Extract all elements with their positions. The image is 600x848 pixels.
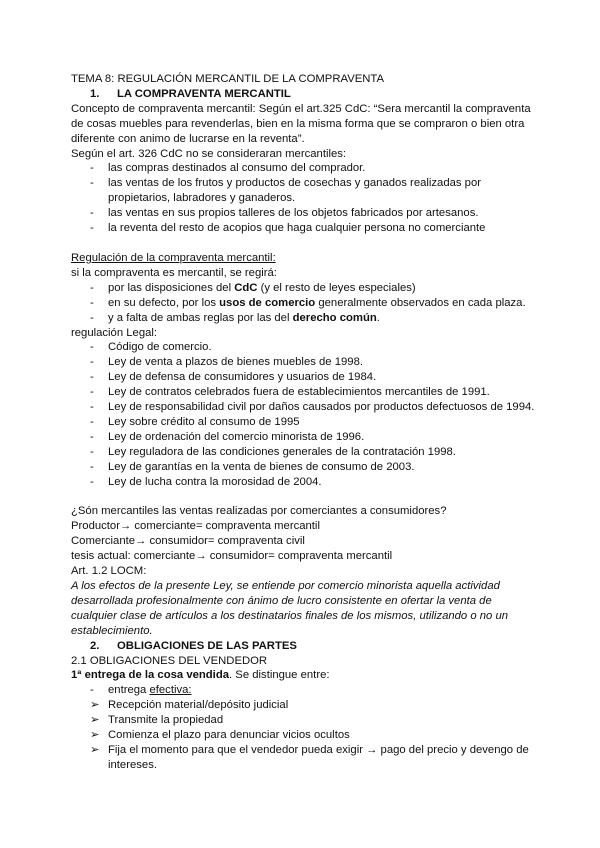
arrow-bullet-icon: ➢ bbox=[90, 699, 100, 712]
regulacion-intro: si la compraventa es mercantil, se regirá: bbox=[71, 266, 277, 279]
list-item: - en su defecto, por los usos de comercio generalmente observados en cada plaza. bbox=[90, 296, 526, 309]
dash-marker: - bbox=[90, 356, 94, 369]
locm-reference: Art. 1.2 LOCM: bbox=[71, 565, 147, 578]
dash-marker: - bbox=[90, 222, 94, 235]
dash-marker: - bbox=[90, 311, 94, 324]
legal-list bbox=[71, 340, 541, 489]
dash-marker: - bbox=[90, 460, 94, 473]
entrega-list bbox=[71, 683, 541, 698]
dash-marker: - bbox=[90, 296, 94, 309]
dash-marker: - bbox=[90, 475, 94, 488]
non-mercantile-list bbox=[71, 161, 541, 236]
subsection-heading: 2.1 OBLIGACIONES DEL VENDEDOR bbox=[71, 654, 268, 667]
regulacion-list bbox=[71, 281, 541, 326]
list-item: - Ley de responsabilidad civil por daños causados por productos defectuosos de 1994. bbox=[90, 401, 535, 414]
dash-marker: - bbox=[90, 415, 94, 428]
list-item: - Ley de contratos celebrados fuera de establecimientos mercantiles de 1991. bbox=[90, 386, 490, 399]
list-item: - Ley de lucha contra la morosidad de 2004. bbox=[90, 475, 322, 488]
arrow-bullet-icon: ➢ bbox=[90, 714, 100, 727]
dash-marker: - bbox=[90, 281, 94, 294]
dash-marker: - bbox=[90, 162, 94, 175]
dash-marker: - bbox=[90, 430, 94, 443]
document-body bbox=[71, 72, 541, 773]
arrow-bullet-icon: ➢ bbox=[90, 729, 100, 742]
locm-quote-line-1: A los efectos de la presente Ley, se entiende por comercio minorista aquella actividad bbox=[71, 580, 500, 592]
list-item: - las ventas de los frutos y productos de cosechas y ganados realizadas por bbox=[90, 177, 482, 190]
list-item: - las compras destinados al consumo del comprador. bbox=[90, 162, 366, 175]
list-item: ➢ Comienza el plazo para denunciar vicios ocultos bbox=[90, 729, 350, 742]
legal-heading: regulación Legal: bbox=[71, 326, 158, 339]
list-item-continuation: intereses. bbox=[108, 758, 157, 771]
list-item: - por las disposiciones del CdC (y el resto de leyes especiales) bbox=[90, 281, 416, 294]
list-item: - las ventas en sus propios talleres de los objetos fabricados por artesanos. bbox=[90, 207, 479, 220]
section-number: 2. bbox=[90, 639, 100, 652]
efectiva-arrow-list bbox=[71, 698, 541, 773]
dash-marker: - bbox=[90, 386, 94, 399]
list-item: - entrega efectiva: bbox=[90, 684, 192, 697]
list-item: ➢ Recepción material/depósito judicial bbox=[90, 699, 289, 712]
spacer bbox=[71, 236, 541, 251]
list-item: ➢ Transmite la propiedad bbox=[90, 714, 224, 727]
entrega-line: 1ª entrega de la cosa vendida. Se distingue entre: bbox=[71, 669, 330, 682]
list-item: - la reventa del resto de acopios que haga cualquier persona no comerciante bbox=[90, 222, 486, 235]
list-item: - Código de comercio. bbox=[90, 341, 212, 354]
locm-quote-line-3: cualquier clase de artículos a los destinatarios finales de los mismos, utilizando o no un bbox=[71, 609, 509, 622]
concept-line-3: diferente con animo de lucrarse en la reventa”. bbox=[71, 132, 305, 145]
section-heading-2 bbox=[71, 639, 541, 654]
document-title: TEMA 8: REGULACIÓN MERCANTIL DE LA COMPRAVENTA bbox=[71, 73, 385, 85]
dash-marker: - bbox=[90, 445, 94, 458]
dash-marker: - bbox=[90, 341, 94, 354]
list-item: - Ley reguladora de las condiciones generales de la contratación 1998. bbox=[90, 445, 456, 458]
art326-intro: Según el art. 326 CdC no se consideraran mercantiles: bbox=[71, 147, 347, 160]
list-item: ➢ Fija el momento para que el vendedor pueda exigir → pago del precio y devengo de bbox=[90, 743, 529, 756]
list-item: - Ley de garantías en la venta de bienes de consumo de 2003. bbox=[90, 460, 415, 473]
section-title: OBLIGACIONES DE LAS PARTES bbox=[117, 639, 297, 652]
dash-marker: - bbox=[90, 207, 94, 220]
arrow-bullet-icon: ➢ bbox=[90, 743, 100, 756]
list-item: - Ley de venta a plazos de bienes muebles de 1998. bbox=[90, 356, 363, 369]
list-item: - y a falta de ambas reglas por las del derecho común. bbox=[90, 311, 380, 324]
flow-line-3: tesis actual: comerciante→ consumidor= compraventa mercantil bbox=[71, 550, 393, 563]
question-line: ¿Són mercantiles las ventas realizadas por comerciantes a consumidores? bbox=[71, 505, 447, 518]
dash-marker: - bbox=[90, 684, 94, 697]
section-heading-1 bbox=[71, 87, 541, 102]
section-title: LA COMPRAVENTA MERCANTIL bbox=[117, 87, 291, 100]
concept-line-1: Concepto de compraventa mercantil: Según el art.325 CdC: “Sera mercantil la compraventa bbox=[71, 102, 531, 115]
locm-quote-line-2: desarrollada profesionalmente con ánimo de lucro consistente en ofertar la venta de bbox=[71, 594, 492, 607]
list-item: - Ley sobre crédito al consumo de 1995 bbox=[90, 415, 300, 428]
spacer bbox=[71, 489, 541, 504]
section-number: 1. bbox=[90, 87, 100, 100]
list-item: - Ley de ordenación del comercio minorista de 1996. bbox=[90, 430, 365, 443]
locm-quote-line-4: establecimiento. bbox=[71, 624, 153, 637]
flow-line-1: Productor→ comerciante= compraventa mercantil bbox=[71, 520, 320, 533]
concept-line-2: de cosas muebles para revenderlas, bien en la misma forma que se compraron o bien otra bbox=[71, 117, 525, 130]
list-item: - Ley de defensa de consumidores y usuarios de 1984. bbox=[90, 371, 377, 384]
dash-marker: - bbox=[90, 371, 94, 384]
dash-marker: - bbox=[90, 401, 94, 414]
list-item-continuation: propietarios, labradores y ganaderos. bbox=[108, 192, 296, 205]
dash-marker: - bbox=[90, 177, 94, 190]
regulacion-heading: Regulación de la compraventa mercantil: bbox=[71, 251, 276, 264]
flow-line-2: Comerciante→ consumidor= compraventa civil bbox=[71, 535, 305, 548]
